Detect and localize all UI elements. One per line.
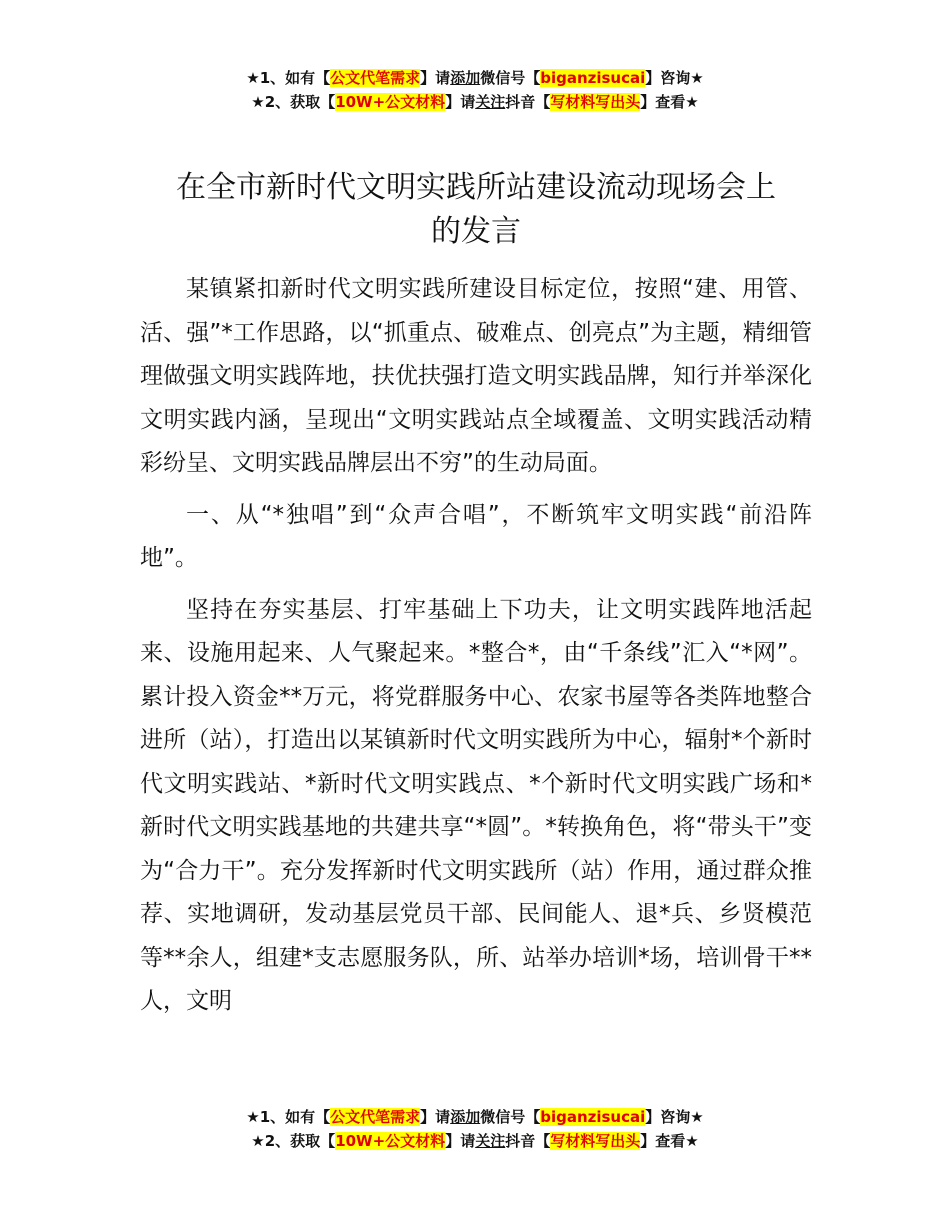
- banner-text: 】请: [445, 93, 476, 111]
- banner-highlight: 10W+公文材料: [335, 93, 446, 111]
- banner-text: 】查看★: [640, 93, 699, 111]
- banner-text: 】请: [420, 69, 451, 87]
- banner-text: 】查看★: [640, 1132, 699, 1150]
- banner-underlined: 添加: [450, 69, 481, 87]
- banner-underlined: 关注: [475, 1132, 506, 1150]
- banner-highlight: 10W+公文材料: [335, 1132, 446, 1150]
- banner-text: 】咨询★: [645, 1108, 704, 1126]
- footer-banner: [0, 1105, 950, 1153]
- banner-text: ★1、如有【: [246, 1108, 331, 1126]
- banner-underlined: 添加: [450, 1108, 481, 1126]
- banner-text: ★2、获取【: [251, 93, 336, 111]
- banner-underlined: 关注: [475, 93, 506, 111]
- banner-text: ★1、如有【: [246, 69, 331, 87]
- paragraph-intro: 某镇紧扣新时代文明实践所建设目标定位，按照“建、用管、活、强”*工作思路，以“抓重点、破难点、创亮点”为主题，精细管理做强文明实践阵地，扶优扶强打造文明实践品牌，知行并举深化文明实践内涵，呈现出“文明实践站点全域覆盖、文明实践活动精彩纷呈、文明实践品牌层出不穷”的生动局面。: [140, 276, 812, 476]
- banner-line-2: [0, 1129, 950, 1153]
- banner-text: 微信号【: [480, 69, 541, 87]
- banner-text: 抖音【: [505, 1132, 551, 1150]
- banner-text: 抖音【: [505, 93, 551, 111]
- banner-line-1: [0, 1105, 950, 1129]
- banner-text: 】请: [420, 1108, 451, 1126]
- banner-text: ★2、获取【: [251, 1132, 336, 1150]
- banner-wechat-id: biganzisucai: [540, 1108, 646, 1126]
- banner-wechat-id: biganzisucai: [540, 69, 646, 87]
- document-body: [140, 268, 812, 1024]
- banner-line-2: [0, 90, 950, 114]
- document-title: [140, 166, 812, 254]
- banner-highlight: 公文代笔需求: [330, 69, 421, 87]
- banner-highlight: 写材料写出头: [550, 93, 641, 111]
- title-line-1: 在全市新时代文明实践所站建设流动现场会上: [176, 170, 776, 205]
- banner-text: 】请: [445, 1132, 476, 1150]
- header-banner: [0, 66, 950, 114]
- banner-highlight: 写材料写出头: [550, 1132, 641, 1150]
- banner-text: 微信号【: [480, 1108, 541, 1126]
- banner-line-1: [0, 66, 950, 90]
- banner-highlight: 公文代笔需求: [330, 1108, 421, 1126]
- paragraph-section-1: 坚持在夯实基层、打牢基础上下功夫，让文明实践阵地活起来、设施用起来、人气聚起来。*整合*，由“千条线”汇入“*网”。累计投入资金**万元，将党群服务中心、农家书屋等各类阵地整合进所（站），打造出以某镇新时代文明实践所为中心，辐射*个新时代文明实践站、*新时代文明实践点、*个新时代文明实践广场和*新时代文明实践基地的共建共享“*圆”。*转换角色，将“带头干”变为“合力干”。充分发挥新时代文明实践所（站）作用，通过群众推荐、实地调研，发动基层党员干部、民间能人、退*兵、乡贤模范等**余人，组建*支志愿服务队，所、站举办培训*场，培训骨干**人，文明: [140, 596, 812, 1014]
- section-heading-1: 一、从“*独唱”到“众声合唱”，不断筑牢文明实践“前沿阵地”。: [140, 501, 812, 571]
- banner-text: 】咨询★: [645, 69, 704, 87]
- title-line-2: 的发言: [431, 214, 521, 249]
